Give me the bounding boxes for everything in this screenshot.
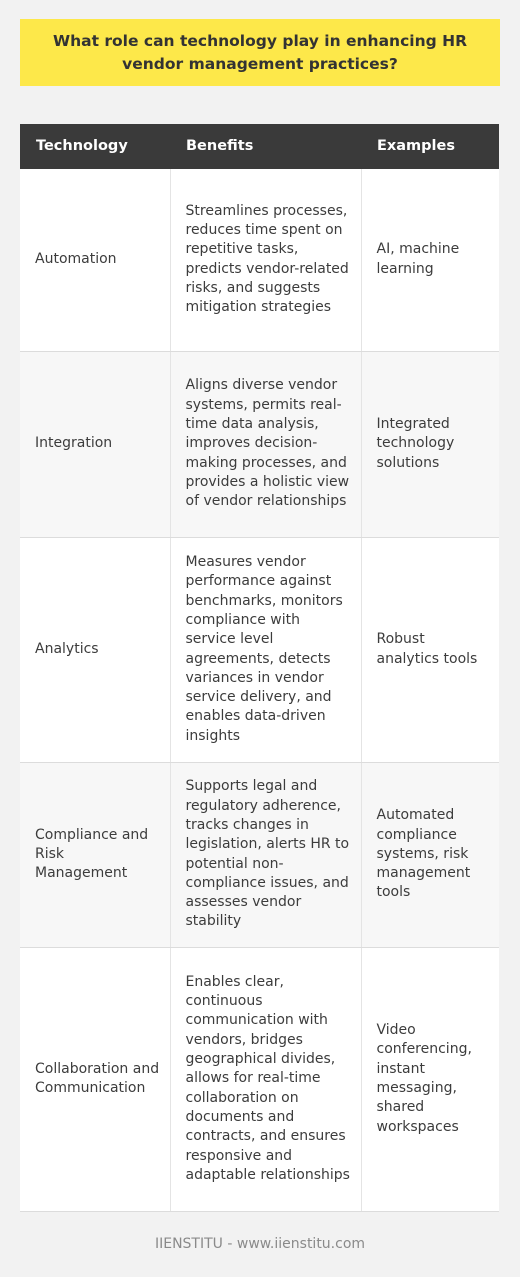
- header-technology: Technology: [20, 124, 170, 169]
- benefits-cell: Streamlines processes, reduces time spent on repetitive tasks, predicts vendor-related risks, and suggests mitigation strategies: [170, 169, 361, 351]
- technology-table: [20, 124, 499, 1212]
- benefits-cell: Enables clear, continuous communication with vendors, bridges geographical divides, allows for real-time collaboration on documents and contracts, and ensures responsive and adaptable relationships: [170, 947, 361, 1211]
- examples-cell: Integrated technology solutions: [361, 351, 499, 537]
- benefits-cell: Measures vendor performance against benchmarks, monitors compliance with service level agreements, detects variances in vendor service delivery, and enables data-driven insights: [170, 537, 361, 762]
- technology-cell: Collaboration and Communication: [20, 947, 170, 1211]
- examples-cell: AI, machine learning: [361, 169, 499, 351]
- table-row: [20, 762, 499, 947]
- table-row: [20, 947, 499, 1211]
- technology-cell: Analytics: [20, 537, 170, 762]
- table-row: [20, 169, 499, 351]
- examples-cell: Robust analytics tools: [361, 537, 499, 762]
- examples-cell: Video conferencing, instant messaging, shared workspaces: [361, 947, 499, 1211]
- page-title: What role can technology play in enhancing HR vendor management practices?: [52, 31, 468, 73]
- header-benefits: Benefits: [170, 124, 361, 169]
- technology-cell: Integration: [20, 351, 170, 537]
- technology-cell: Compliance and Risk Management: [20, 762, 170, 947]
- footer-credit: IIENSTITU - www.iienstitu.com: [154, 1236, 366, 1252]
- examples-cell: Automated compliance systems, risk management tools: [361, 762, 499, 947]
- benefits-cell: Supports legal and regulatory adherence, tracks changes in legislation, alerts HR to potential non-compliance issues, and assesses vendor stability: [170, 762, 361, 947]
- table-header-row: [20, 124, 499, 169]
- table-row: [20, 537, 499, 762]
- table-row: [20, 351, 499, 537]
- benefits-cell: Aligns diverse vendor systems, permits real-time data analysis, improves decision-making processes, and provides a holistic view of vendor relationships: [170, 351, 361, 537]
- header-examples: Examples: [361, 124, 499, 169]
- title-banner: [20, 19, 500, 86]
- technology-cell: Automation: [20, 169, 170, 351]
